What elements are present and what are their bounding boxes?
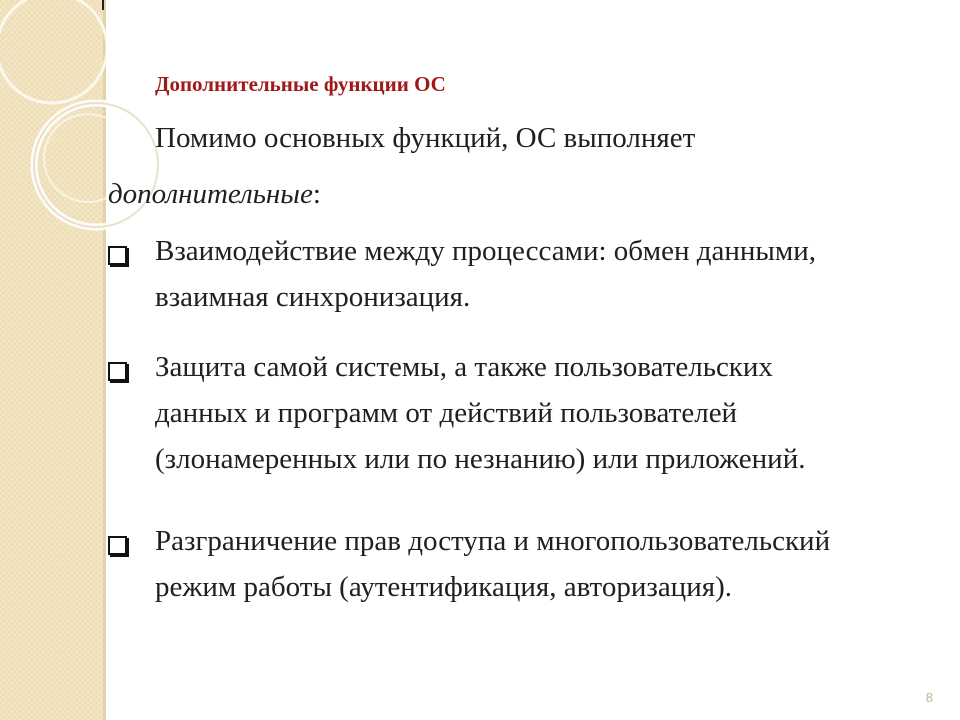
bullet-line: Разграничение прав доступа и многопользовательский <box>155 525 831 557</box>
bullet-text <box>155 222 816 326</box>
checkbox-bullet-icon <box>108 362 127 381</box>
bullet-line: данных и программ от действий пользователей <box>155 397 738 429</box>
bullet-line: Защита самой системы, а также пользовательских <box>155 351 773 383</box>
bullet-text <box>155 512 830 616</box>
checkbox-bullet-icon <box>108 246 127 265</box>
checkbox-bullet-icon <box>108 536 127 555</box>
bullet-line: (злонамеренных или по незнанию) или приложений. <box>155 443 806 475</box>
bullet-text <box>155 338 805 488</box>
intro-emphasis: дополнительные <box>108 178 313 210</box>
bullet-line: взаимная синхронизация. <box>155 281 471 313</box>
bullet-line: Взаимодействие между процессами: обмен данными, <box>155 235 817 267</box>
bullet-line: режим работы (аутентификация, авторизация). <box>155 571 732 603</box>
intro-suffix: : <box>312 178 321 210</box>
page-number: 8 <box>925 690 933 705</box>
intro-text-line-1: Помимо основных функций, ОС выполняет <box>155 122 696 154</box>
slide-title: Дополнительные функции ОС <box>155 72 446 96</box>
intro-text-line-2 <box>108 178 321 211</box>
